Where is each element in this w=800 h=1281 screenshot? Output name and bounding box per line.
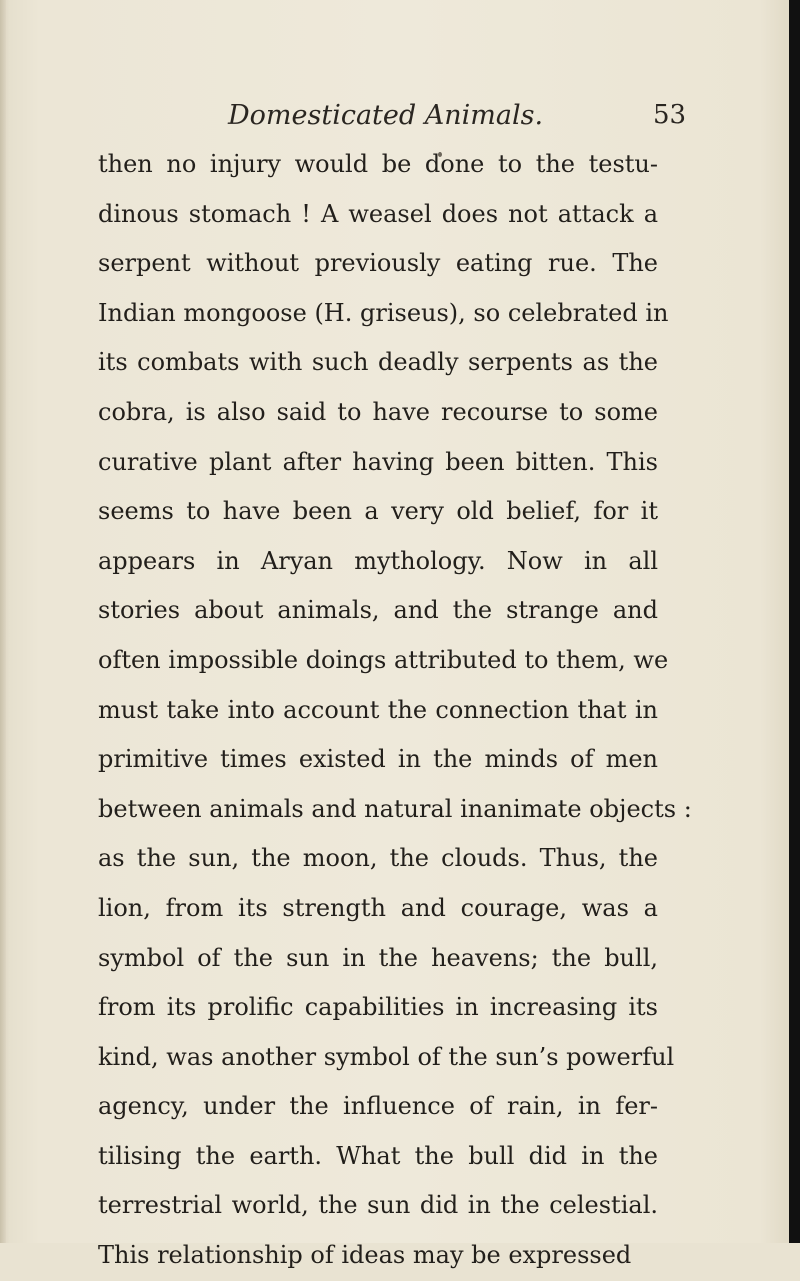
text-line: dinous stomach ! A weasel does not attack a: [98, 199, 658, 228]
text-line: appears in Aryan mythology. Now in all: [98, 546, 658, 575]
text-line: as the sun, the moon, the clouds. Thus, the: [98, 844, 658, 873]
text-line: kind, was another symbol of the sun’s powerful: [98, 1042, 675, 1071]
text-line: seems to have been a very old belief, for it: [98, 497, 658, 526]
text-line: often impossible doings attributed to them, we: [98, 645, 669, 674]
text-line: symbol of the sun in the heavens; the bull,: [98, 943, 658, 972]
scan-right-border: [789, 0, 800, 1243]
text-line: primitive times existed in the minds of men: [98, 745, 658, 774]
text-line: its combats with such deadly serpents as the: [98, 348, 658, 377]
text-line: curative plant after having been bitten. This: [98, 447, 658, 476]
text-line: lion, from its strength and courage, was a: [98, 893, 658, 922]
text-line: agency, under the influence of rain, in fer-: [98, 1092, 658, 1121]
text-line: This relationship of ideas may be expressed: [98, 1241, 632, 1270]
text-line: terrestrial world, the sun did in the celestial.: [98, 1191, 658, 1220]
text-line: from its prolific capabilities in increasing its: [98, 993, 658, 1022]
text-line: stories about animals, and the strange and: [98, 596, 658, 625]
text-line: serpent without previously eating rue. The: [98, 249, 658, 278]
page-number: 53: [653, 100, 687, 130]
body-paragraph: [98, 140, 692, 1281]
page-left-edge: [0, 0, 6, 1243]
text-line: then no injury would be done to the testu-: [98, 150, 658, 178]
text-line: between animals and natural inanimate objects :: [98, 794, 692, 823]
page-header: [0, 92, 789, 136]
text-line: must take into account the connection that in: [98, 695, 658, 724]
text-line: cobra, is also said to have recourse to some: [98, 397, 658, 426]
text-line: Indian mongoose (H. griseus), so celebrated in: [98, 298, 669, 327]
text-line: tilising the earth. What the bull did in the: [98, 1141, 658, 1170]
running-head: Domesticated Animals.: [228, 100, 544, 131]
